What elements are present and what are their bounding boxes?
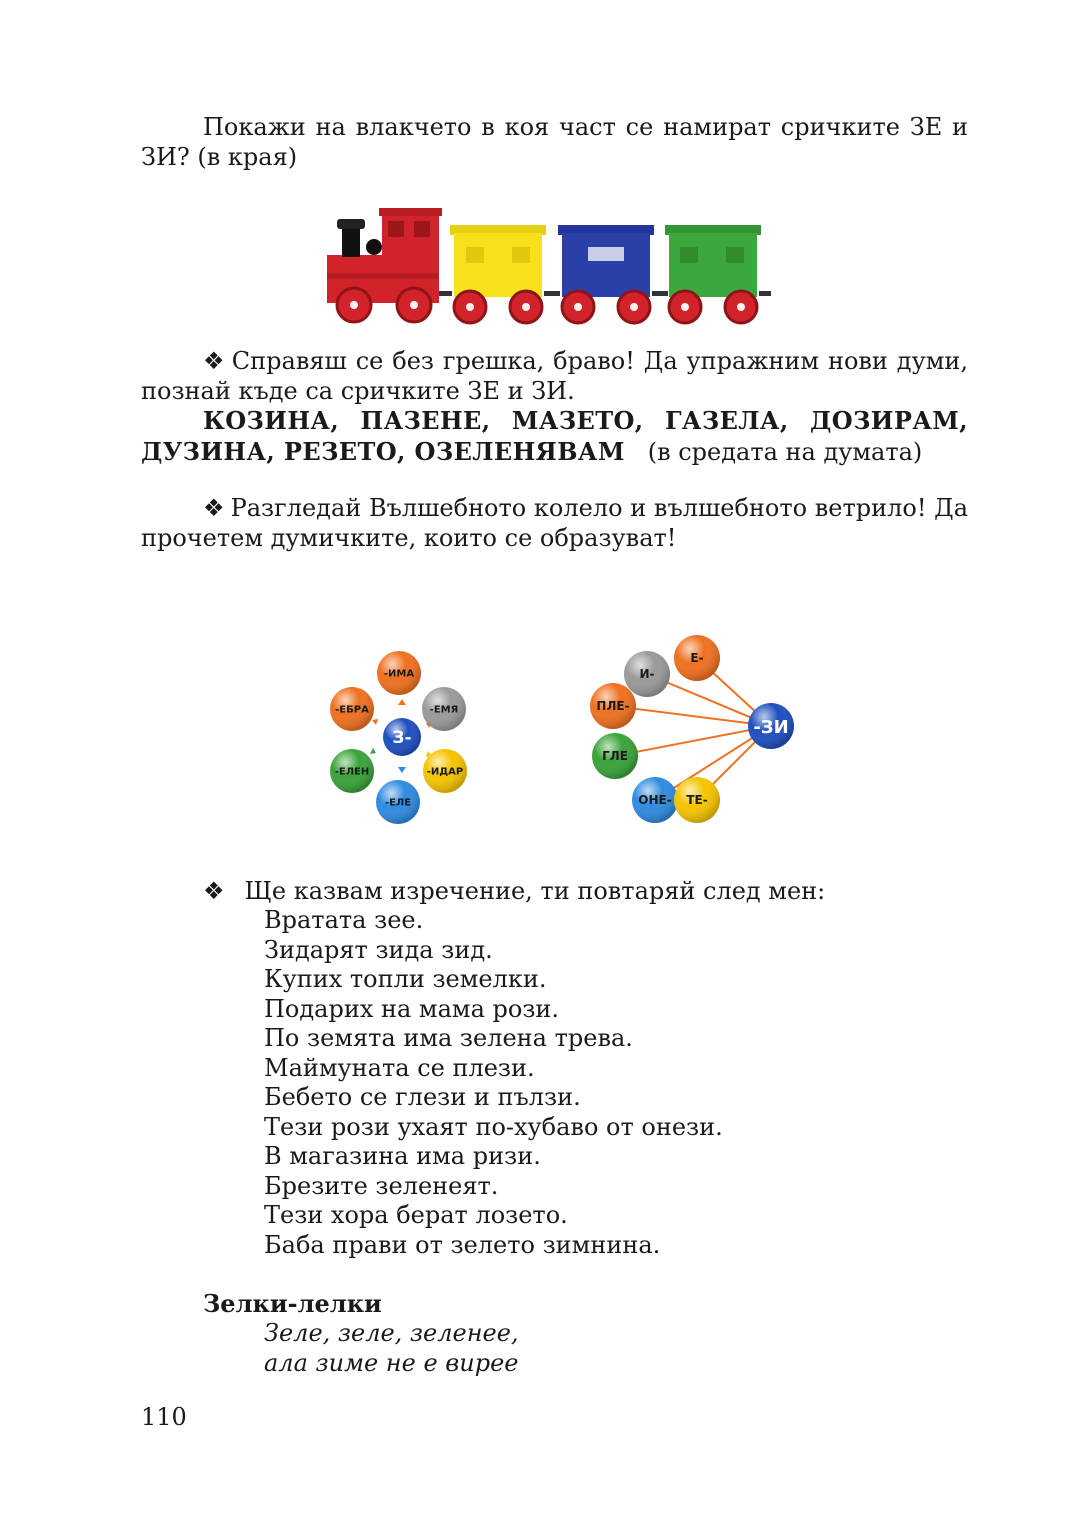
sentence: Маймуната се плези. (264, 1053, 535, 1082)
wheel-syllable-ball (376, 780, 420, 824)
wheel-syllable-ball-label: -ИМА (383, 668, 415, 680)
fan-hub (748, 703, 794, 749)
poem-title: Зелки-лелки (203, 1289, 382, 1318)
wheel-syllable-ball-label: -ИДАР (426, 766, 464, 778)
fan-syllable-ball-label: ПЛЕ- (596, 699, 630, 714)
wheel-syllable-ball (330, 749, 374, 793)
yellow-car (450, 225, 546, 297)
wheel-syllable-ball (422, 687, 466, 731)
section1-answer: (в средата на думата) (647, 437, 923, 466)
sentence: Подарих на мама рози. (264, 994, 560, 1023)
fan-syllable-ball-label: ГЛЕ (602, 749, 628, 764)
magic-fan (585, 630, 805, 835)
poem-line: ала зиме не е вирее (264, 1348, 519, 1377)
intro-paragraph (141, 113, 968, 172)
fan-syllable-ball (590, 683, 636, 729)
sentence: Тези хора берат лозето. (264, 1201, 568, 1229)
fan-syllable-ball-label: Е- (690, 651, 704, 666)
fan-syllable-ball (632, 777, 678, 823)
fan-syllable-ball (592, 733, 638, 779)
wheel-center (383, 718, 421, 756)
sentence-list (264, 906, 964, 1260)
sentence: Вратата зее. (264, 906, 424, 934)
section2-text: Разгледай Вълшебното колело и вълшебното ветрило! Да прочетем думичките, които се образуват! (141, 494, 969, 552)
page-number: 110 (141, 1403, 187, 1431)
section3-intro (203, 877, 963, 907)
sentence: Брезите зеленеят. (264, 1171, 499, 1200)
word-list: КОЗИНА, ПАЗЕНЕ, МАЗЕТО, ГАЗЕЛА, ДОЗИРАМ, ДУЗИНА, РЕЗЕТО, ОЗЕЛЕНЯВАМ (141, 406, 968, 466)
section3-intro-text: Ще казвам изречение, ти повтаряй след мен: (244, 877, 826, 905)
fan-syllable-ball (674, 635, 720, 681)
blue-car (558, 225, 654, 297)
section1-text: Справяш се без грешка, браво! Да упражним нови думи, познай къде са сричките ЗЕ и ЗИ. (141, 347, 969, 405)
intro-text: Покажи на влакчето в коя част се намират сричките ЗЕ и ЗИ? (141, 113, 968, 171)
train-illustration (322, 205, 782, 335)
sentence: Зидарят зида зид. (264, 935, 493, 964)
magic-wheel (322, 645, 482, 845)
green-car (665, 225, 761, 297)
wheel-syllable-ball-label: -ЕЛЕ (384, 797, 412, 809)
wheel-syllable-ball (330, 687, 374, 731)
intro-answer: (в края) (197, 142, 298, 171)
section1-paragraph (141, 347, 968, 406)
wheel-syllable-ball (377, 651, 421, 695)
poem-line: Зеле, зеле, зеленее, (264, 1319, 519, 1347)
bullet-icon: ❖ (203, 347, 226, 375)
wheel-syllable-ball (423, 749, 467, 793)
sentence: Купих топли земелки. (264, 965, 547, 993)
wheel-syllable-ball-label: -ЕМЯ (429, 704, 459, 716)
sentence: Тези рози ухаят по-хубаво от онези. (264, 1112, 723, 1141)
bullet-icon: ❖ (203, 494, 225, 522)
section1-words-paragraph (141, 406, 968, 467)
sentence: В магазина има ризи. (264, 1142, 541, 1170)
locomotive (327, 208, 442, 303)
fan-syllable-ball (674, 777, 720, 823)
sentence: Бебето се глези и пълзи. (264, 1083, 581, 1111)
poem-lines (264, 1319, 864, 1378)
wheel-syllable-ball-label: -ЕЛЕН (334, 766, 370, 778)
fan-hub-label: -ЗИ (753, 717, 789, 738)
section2-paragraph (141, 494, 968, 553)
wheel-syllable-ball-label: -ЕБРА (335, 704, 369, 716)
fan-syllable-ball-label: ОНЕ- (638, 793, 672, 808)
fan-syllable-ball-label: ТЕ- (686, 793, 708, 808)
fan-syllable-ball-label: И- (639, 667, 655, 682)
wheel-center-label: З- (392, 728, 412, 748)
fan-syllable-ball (624, 651, 670, 697)
sentence: Баба прави от зелето зимнина. (264, 1230, 661, 1259)
bullet-icon: ❖ (203, 877, 225, 905)
sentence: По земята има зелена трева. (264, 1024, 633, 1052)
